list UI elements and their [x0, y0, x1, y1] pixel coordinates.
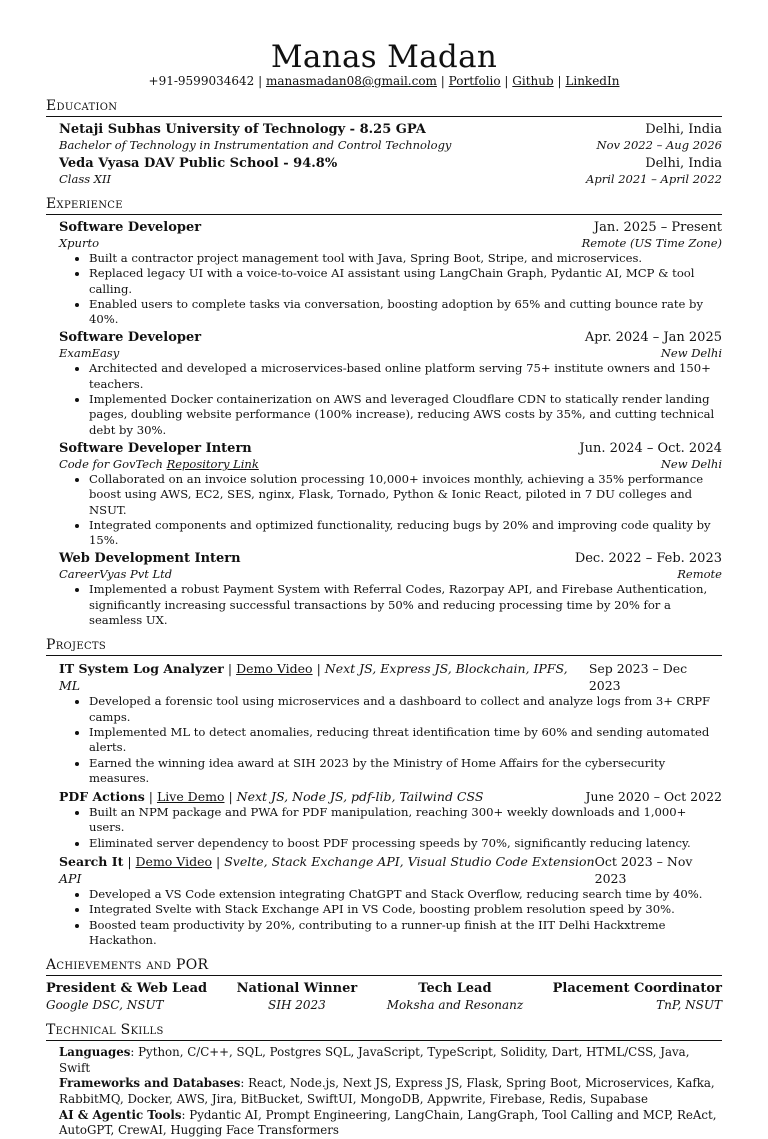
dates: Nov 2022 – Aug 2026 [596, 138, 722, 152]
skill-line: Languages: Python, C/C++, SQL, Postgres SQL, JavaScript, TypeScript, Solidity, Dart, HTML/CSS, Java, Swift [59, 1045, 690, 1075]
section-title: Education [46, 98, 722, 117]
job-role: Web Development Intern [59, 551, 241, 567]
bullet: • Integrated components and optimized functionality, reducing bugs by 20% and improving code quality by 15%. [89, 518, 722, 549]
bullet: • Eliminated server dependency to boost PDF processing speeds by 70%, significantly reducing latency. [89, 836, 722, 851]
achievement-item: President & Web Lead Google DSC, NSUT [46, 981, 208, 1013]
school-name: Netaji Subhas University of Technology - 8.25 GPA [59, 122, 426, 137]
location: Delhi, India [645, 122, 722, 137]
demo-video-link[interactable]: Demo Video [236, 661, 313, 677]
dates: June 2020 – Oct 2022 [585, 789, 722, 805]
separator: | [258, 74, 263, 88]
bullet: • Earned the winning idea award at SIH 2023 by the Ministry of Home Affairs for the cybersecurity measures. [89, 756, 722, 787]
project-name: IT System Log Analyzer [59, 661, 224, 677]
skill-line: AI & Agentic Tools: Pydantic AI, Prompt Engineering, LangChain, LangGraph, Tool Calling and MCP, ReAct, AutoGPT, CrewAI, Hugging Face Transformers [59, 1107, 717, 1138]
email-link[interactable]: manasmadan08@gmail.com [265, 74, 437, 88]
bullet: • Enabled users to complete tasks via conversation, boosting adoption by 65% and cutting bounce rate by 40%. [89, 297, 722, 328]
dates: Jun. 2024 – Oct. 2024 [579, 440, 722, 456]
bullet: • Developed a VS Code extension integrating ChatGPT and Stack Overflow, reducing search time by 40%. [89, 887, 722, 902]
experience-entry [59, 550, 722, 628]
achievement-item: Placement Coordinator TnP, NSUT [552, 981, 722, 1013]
education-section [46, 98, 722, 187]
project-tech: Next JS, Express JS, Blockchain, IPFS, ML [59, 661, 568, 694]
location: New Delhi [660, 456, 722, 471]
dates: April 2021 – April 2022 [586, 172, 722, 186]
bullet: • Built an NPM package and PWA for PDF manipulation, reaching 300+ weekly downloads and 1,000+ users. [89, 805, 722, 836]
dates: Apr. 2024 – Jan 2025 [584, 330, 722, 346]
separator: | [557, 74, 562, 88]
bullet: • Boosted team productivity by 20%, contributing to a runner-up finish at the IIT Delhi Hackxtreme Hackathon. [89, 918, 722, 949]
location: Remote [677, 567, 722, 582]
experience-section [46, 196, 722, 628]
company: Code for GovTech Repository Link [59, 456, 259, 471]
section-title: Achievements and POR [46, 957, 722, 976]
bullet: • Implemented a robust Payment System with Referral Codes, Razorpay API, and Firebase Authentication, significantly increasing successful transactions by 50% and reducing processing time by 20% for a seamless UX. [89, 582, 722, 628]
location: Remote (US Time Zone) [581, 236, 722, 250]
achievement-item: National Winner SIH 2023 [236, 981, 358, 1013]
dates: Sep 2023 – Dec 2023 [588, 661, 688, 694]
section-title: Technical Skills [46, 1022, 722, 1041]
bullet: • Architected and developed a microservices-based online platform serving 75+ institute owners and 150+ teachers. [89, 361, 722, 392]
achievements-row [46, 980, 722, 1013]
project-entry: IT System Log Analyzer | Demo Video | Next JS, Express JS, Blockchain, IPFS, ML Sep 2023 – Dec 2023 • Developed a forensic tool using microservices and a dashboard to collect and analyze logs from 3+ CRPF camps. • Implemented ML to detect anomalies, reducing threat identification time by 60% and sending automated alerts. • Earned the winning idea award at SIH 2023 by the Ministry of Home Affairs for the cybersecurity measures. [59, 660, 722, 786]
skills-section [46, 1022, 722, 1139]
company: ExamEasy [59, 346, 120, 361]
location: New Delhi [660, 346, 722, 361]
project-tech: Svelte, Stack Exchange API, Visual Studio Code Extension API [59, 854, 595, 887]
contact-line [46, 73, 722, 89]
skill-line: Frameworks and Databases: React, Node.js, Next JS, Express JS, Flask, Spring Boot, Microservices, Kafka, RabbitMQ, Docker, AWS, Jira, BitBucket, SwiftUI, MongoDB, Appwrite, Firebase, Redis, Supabase [59, 1076, 715, 1106]
dates: Oct 2023 – Nov 2023 [594, 854, 693, 887]
degree: Class XII [59, 172, 112, 186]
education-entry [59, 121, 722, 153]
education-entry [59, 155, 722, 187]
bullet: • Built a contractor project management tool with Java, Spring Boot, Stripe, and microservices. [89, 251, 722, 266]
job-role: Software Developer [59, 220, 202, 235]
github-link[interactable]: Github [512, 74, 554, 88]
experience-entry [59, 329, 722, 437]
bullet: • Collaborated on an invoice solution processing 10,000+ invoices monthly, achieving a 35% performance boost using AWS, EC2, SES, nginx, Flask, Tornado, Python & Ionic React, piloted in 7 DU colleges and NSUT. [89, 472, 722, 518]
section-title: Experience [46, 196, 722, 215]
separator: | [504, 74, 509, 88]
degree: Bachelor of Technology in Instrumentation and Control Technology [59, 138, 452, 152]
live-demo-link[interactable]: Live Demo [156, 789, 225, 805]
phone-number: +91-9599034642 [148, 74, 255, 88]
section-title: Projects [46, 637, 722, 656]
company: CareerVyas Pvt Ltd [59, 567, 173, 582]
candidate-name: Manas Madan [270, 39, 498, 75]
achievement-item: Tech Lead Moksha and Resonanz [386, 981, 524, 1013]
linkedin-link[interactable]: LinkedIn [565, 74, 620, 88]
project-entry: PDF Actions | Live Demo | Next JS, Node JS, pdf-lib, Tailwind CSS June 2020 – Oct 2022 • Built an NPM package and PWA for PDF manipulation, reaching 300+ weekly downloads and 1,000+ users. • Eliminated server dependency to boost PDF processing speeds by 70%, significantly reducing latency. [59, 788, 722, 851]
bullet: • Integrated Svelte with Stack Exchange API in VS Code, boosting problem resolution speed by 30%. [89, 902, 722, 917]
bullet: • Implemented Docker containerization on AWS and leveraged Cloudflare CDN to statically render landing pages, doubling website performance (100% increase), reducing AWS costs by 35%, and cutting technical debt by 30%. [89, 392, 722, 438]
school-name: Veda Vyasa DAV Public School - 94.8% [59, 156, 338, 171]
demo-video-link[interactable]: Demo Video [135, 854, 213, 870]
portfolio-link[interactable]: Portfolio [448, 74, 501, 88]
company: Xpurto [59, 236, 99, 250]
project-entry: Search It | Demo Video | Svelte, Stack Exchange API, Visual Studio Code Extension API Oct 2023 – Nov 2023 • Developed a VS Code extension integrating ChatGPT and Stack Overflow, reducing search time by 40%. • Integrated Svelte with Stack Exchange API in VS Code, boosting problem resolution speed by 30%. • Boosted team productivity by 20%, contributing to a runner-up finish at the IIT Delhi Hackxtreme Hackathon. [59, 853, 722, 948]
location: Delhi, India [645, 156, 722, 171]
bullet: • Implemented ML to detect anomalies, reducing threat identification time by 60% and sending automated alerts. [89, 725, 722, 756]
job-role: Software Developer [59, 330, 202, 346]
skills-list [59, 1045, 722, 1139]
dates: Dec. 2022 – Feb. 2023 [574, 551, 722, 567]
project-name: Search It [59, 854, 124, 870]
project-name: PDF Actions [59, 789, 145, 805]
bullet: • Developed a forensic tool using microservices and a dashboard to collect and analyze logs from 3+ CRPF camps. [89, 694, 722, 725]
repository-link[interactable]: Repository Link [166, 456, 259, 471]
project-tech: Next JS, Node JS, pdf-lib, Tailwind CSS [236, 789, 484, 805]
projects-section [46, 637, 722, 948]
bullet: • Replaced legacy UI with a voice-to-voice AI assistant using LangChain Graph, Pydantic AI, MCP & tool calling. [89, 266, 722, 297]
separator: | [440, 74, 445, 88]
dates: Jan. 2025 – Present [593, 220, 722, 235]
job-role: Software Developer Intern [59, 440, 252, 456]
experience-entry [59, 219, 722, 327]
achievements-section [46, 957, 722, 1013]
experience-entry [59, 440, 722, 548]
